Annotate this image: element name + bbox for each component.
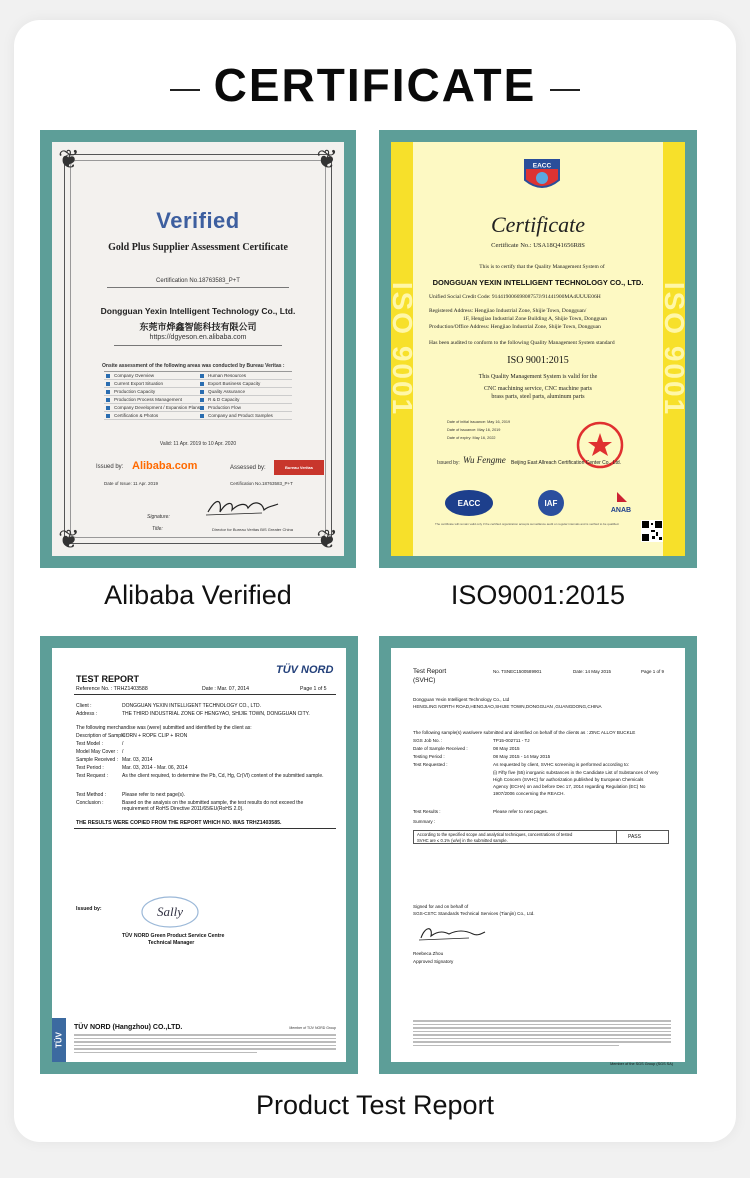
iso-certificate xyxy=(387,142,690,556)
assessed-by-label: Assessed by: xyxy=(230,465,266,471)
report-date: Date: 14 May 2015 xyxy=(573,669,612,674)
table-row: Production Process Management R & D Capacity xyxy=(104,396,292,404)
summary-label: Summary : xyxy=(413,819,436,824)
divider xyxy=(114,345,282,346)
member-label: Member of TÜV NORD Group xyxy=(289,1026,336,1030)
divider xyxy=(107,287,289,288)
sgs-job-label: SGS Job No. : xyxy=(413,738,443,743)
testing-period-label: Testing Period : xyxy=(413,754,445,759)
title-label: Title: xyxy=(152,526,163,532)
corner-flourish-icon: ❦ xyxy=(58,524,80,554)
iso-certificate-frame[interactable] xyxy=(379,130,697,568)
credit-code: Unified Social Credit Code: 91441900669808757J/91441900MA4UUUE06H xyxy=(429,294,601,300)
issued-by-label: Issued by: xyxy=(437,460,460,466)
divider xyxy=(74,694,336,695)
validity-period: Valid: 11 Apr. 2019 to 10 Apr. 2020 xyxy=(159,441,237,447)
tuv-hangzhou: TÜV NORD (Hangzhou) CO.,LTD. xyxy=(74,1024,183,1031)
signature-icon xyxy=(134,892,204,932)
kv-test-period: Test Period : Mar. 03, 2014 - Mar. 06, 2014 xyxy=(76,765,188,771)
certificate-script-title: Certificate xyxy=(490,212,586,237)
tuv-test-report xyxy=(52,648,346,1062)
corner-flourish-icon: ❦ xyxy=(316,144,338,174)
director-label: Director for Bureau Veritas BIS Greater China xyxy=(212,527,293,532)
accreditation-badges xyxy=(441,488,641,518)
table-row: Company Overview Human Resources xyxy=(104,372,292,380)
copied-note: THE RESULTS WERE COPIED FROM THE REPORT WHICH NO. WAS TRHZ1403585. xyxy=(76,820,282,826)
technical-manager: Technical Manager xyxy=(148,940,195,946)
sgs-job-value: TP15-002711 - TJ xyxy=(493,738,530,743)
fine-print xyxy=(74,1032,336,1066)
corner-flourish-icon: ❦ xyxy=(316,524,338,554)
signature-label: Signature: xyxy=(147,514,170,520)
caption-alibaba: Alibaba Verified xyxy=(104,580,292,610)
alibaba-certificate xyxy=(52,142,344,556)
certificate-number: Certificate No.: USA18Q41656R8S xyxy=(491,242,585,249)
iso-standard: ISO 9001:2015 xyxy=(507,355,569,366)
certificate-title: Gold Plus Supplier Assessment Certificate xyxy=(108,242,288,253)
kv-test-method: Test Method : Please refer to next page(s). xyxy=(76,792,186,798)
office-address: Production/Office Address: Hengjiao Industrial Zone, Shijie Town, Dongguan xyxy=(429,324,601,330)
tuv-side-band: TÜV xyxy=(52,1018,66,1062)
certification-number: Certification No.18763583_P+T xyxy=(156,278,240,284)
svg-text:Sally: Sally xyxy=(157,904,183,919)
tuv-report-frame[interactable] xyxy=(40,636,358,1074)
test-results-label: Test Results : xyxy=(413,809,441,814)
svg-text:ANAB: ANAB xyxy=(610,507,632,514)
request-line-1: (i) Fifty five (55) inorganic substances in the Candidate List of Substances of Very xyxy=(493,770,659,775)
test-requested-value: As requested by client, SVHC screening is performed according to: xyxy=(493,762,630,767)
test-requested-label: Test Requested : xyxy=(413,762,448,767)
fine-print: The certificate will remain valid only if the certified organization accepts surveillance audit on regular intervals and is verified to be qualified. xyxy=(435,522,620,526)
kv-model-cover: Model May Cover : / xyxy=(76,749,124,755)
bureau-veritas-logo: Bureau Veritas xyxy=(274,460,324,475)
signed-line-1: Signed for and on behalf of xyxy=(413,904,469,909)
page-number: Page 1 of 9 xyxy=(641,669,665,674)
report-number: No. TSNEC1500589901 xyxy=(493,669,542,674)
alibaba-logo: Alibaba.com xyxy=(132,460,198,472)
heading-dash-right xyxy=(550,89,580,91)
registered-address: Registered Address: Hengjiao Industrial Zone, Shijie Town, Dongguan/ xyxy=(429,308,587,314)
qr-code-icon xyxy=(641,520,663,542)
assessment-table xyxy=(104,371,292,420)
tuv-nord-logo: TÜV NORD xyxy=(276,664,334,676)
member-label: Member of the SGS Group (SGS SA) xyxy=(610,1062,673,1066)
signed-line-2: SGS-CSTC Standards Technical Services (Tianjin) Co., Ltd. xyxy=(413,911,535,916)
divider xyxy=(74,828,336,829)
eacc-logo-icon xyxy=(519,154,565,196)
company-name: Dongguan Yexin Intelligent Technology Co., Ltd. xyxy=(100,306,296,316)
audited-text: Has been audited to conform to the following Quality Management System standard xyxy=(429,340,615,346)
issued-by-label: Issued by: xyxy=(76,906,102,912)
section-heading xyxy=(0,52,750,122)
table-row: Production Capacity Quality Assurance xyxy=(104,388,292,396)
table-row: Current Export Situation Export Business Capacity xyxy=(104,380,292,388)
corner-flourish-icon: ❦ xyxy=(58,144,80,174)
registered-address-2: 1F, Hengjiao Industrial Zone Building A, Shijie Town, Dongguan xyxy=(463,316,608,322)
report-title: Test Report xyxy=(413,668,447,675)
summary-table: According to the specified scope and analytical techniques, concentrations of tested SVHC are ≤ 0.1% (w/w) in the submitted sample. PASS xyxy=(413,830,669,844)
alibaba-certificate-frame[interactable] xyxy=(40,130,356,568)
page-number: Page 1 of 5 xyxy=(300,686,327,692)
verified-logo: Verified xyxy=(156,208,240,233)
issued-by-label: Issued by: xyxy=(96,464,124,470)
certification-center: Beijing East Allreach Certification Center Co., Ltd. xyxy=(511,460,622,466)
scope-line-2: brass parts, steel parts, aluminum parts xyxy=(491,394,585,400)
iso-side-band: ISO 9001 xyxy=(663,142,685,556)
onsite-assessment-label: Onsite assessment of the following areas was conducted by Bureau Veritas : xyxy=(102,363,285,369)
issue-date: Date of Issue: 11 Apr. 2019 xyxy=(104,481,158,486)
company-name-cn: 东莞市烨鑫智能科技有限公司 xyxy=(139,322,257,332)
signature: Wu Fengme xyxy=(463,455,506,465)
request-line-2: High Concern (SVHC) for authorization published by European Chemicals xyxy=(493,777,644,782)
date-received-label: Date of Sample Received : xyxy=(413,746,468,751)
approved-signatory: Approved Signatory xyxy=(413,959,454,964)
company-address: HENGLING NORTH ROAD,HENGJIAO,SHIJIE TOWN,DONGGUAN ,GUANGDONG,CHINA xyxy=(413,704,602,709)
scope-line-1: CNC machining service, CNC machine parts xyxy=(484,386,592,392)
table-row: Certification & Photos Company and Product Samples xyxy=(104,412,292,420)
signer-name: Reebeca Zhou xyxy=(413,951,444,956)
request-line-3: Agency (ECHA) on and before Dec 17, 2014 regarding Regulation (EC) No xyxy=(493,784,646,789)
signature-icon xyxy=(202,494,282,520)
pass-badge: PASS xyxy=(628,834,641,840)
kv-test-request: Test Request : As the client required, to determine the Pb, Cd, Hg, Cr(VI) content of the submitted sample. xyxy=(76,773,324,779)
merchandise-text: The following merchandise was (were) submitted and identified by the client as: xyxy=(76,725,252,731)
caption-product-test: Product Test Report xyxy=(255,1090,495,1120)
company-name: Dongguan Yexin Intelligent Technology Co., Ltd xyxy=(413,697,510,702)
kv-sample-received: Sample Received : Mar. 03, 2014 xyxy=(76,757,153,763)
test-results-value: Please refer to next pages. xyxy=(493,809,548,814)
valid-for-text: This Quality Management System is valid for the xyxy=(478,374,598,380)
certify-intro: This is to certify that the Quality Management System of xyxy=(479,264,605,270)
kv-test-model: Test Model : / xyxy=(76,741,124,747)
sgs-report-frame[interactable] xyxy=(379,636,697,1074)
kv-address: Address : THE THIRD INDUSTRIAL ZONE OF HENGYAO, SHIJIE TOWN, DONGGUAN CITY. xyxy=(76,711,310,717)
sgs-test-report xyxy=(391,648,685,1066)
table-row: Company Development / Expansion Plans Production Flow xyxy=(104,404,292,412)
reference-number: Reference No. : TRHZ1403588 xyxy=(76,686,148,692)
reference-number: Certification No.18763583_P+T xyxy=(230,481,293,486)
svg-text:EACC: EACC xyxy=(457,499,481,508)
caption-iso: ISO9001:2015 xyxy=(450,580,626,610)
page-title: CERTIFICATE xyxy=(213,59,537,111)
iso-side-band: ISO 9001 xyxy=(391,142,413,556)
report-date: Date : Mar. 07, 2014 xyxy=(202,686,250,692)
issuance-dates: Date of initial issuance: May 16, 2019 Date of issuance: May 16, 2019 Date of expiry: May 16, 2022 xyxy=(447,420,511,440)
report-title: TEST REPORT xyxy=(76,674,140,684)
testing-period-value: 08 May 2015 - 14 May 2015 xyxy=(493,754,551,759)
service-centre: TÜV NORD Green Product Service Centre xyxy=(122,933,225,939)
report-subtitle: (SVHC) xyxy=(413,677,436,684)
kv-description: Description of Sample :CORN + ROPE CLIP + IRON xyxy=(76,733,188,739)
svg-text:IAF: IAF xyxy=(544,499,558,508)
kv-client: Client : DONGGUAN YEXIN INTELLIGENT TECHNOLOGY CO., LTD. xyxy=(76,703,262,709)
company-name: DONGGUAN YEXIN INTELLIGENT TECHNOLOGY CO., LTD. xyxy=(432,278,644,287)
svg-text:EACC: EACC xyxy=(532,162,552,170)
fine-print xyxy=(413,1018,671,1058)
company-site: https://dgyeson.en.alibaba.com xyxy=(149,334,247,341)
date-received-value: 08 May 2015 xyxy=(493,746,520,751)
signature-icon xyxy=(417,922,487,944)
request-line-4: 1907/2006 concerning the REACH. xyxy=(493,791,565,796)
kv-conclusion: Conclusion : Based on the analysis on the submitted sample, the test results do not exceed the requirement of RoHS Directive 2011/65/EU(RoHS 2.0). xyxy=(76,800,304,812)
following-text: The following sample(s) was/were submitted and identified on behalf of the clients as : ZINC ALLOY BUCKLE xyxy=(413,730,636,735)
